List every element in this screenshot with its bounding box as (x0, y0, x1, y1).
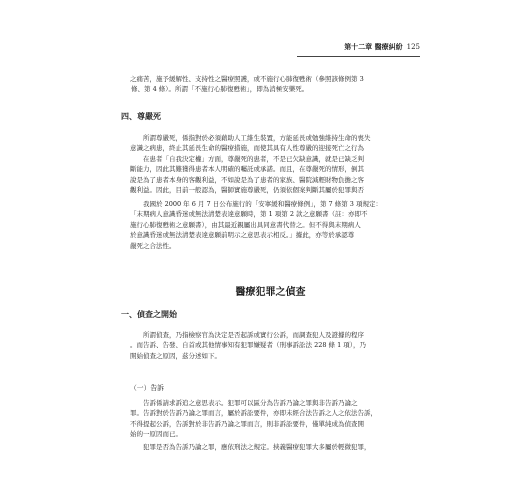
text-line: 始的一原因而已。 (130, 430, 182, 439)
section-title: 醫療犯罪之偵查 (235, 287, 306, 298)
header-rule (297, 56, 420, 57)
paragraph-investigation-definition (130, 330, 420, 361)
text-line: 於意識昏迷或無法清楚表達意願前明示之意思表示相反。」據此，亦等於承認尊 (130, 231, 355, 240)
text-line: 斷能力，因此其難獲得患者本人明確的囑託或承諾。而且，在尊嚴死的情形，倒其 (130, 165, 364, 174)
paragraph-palliative-care (130, 74, 420, 95)
chapter-title: 第十二章 醫療糾紛 (344, 42, 403, 51)
text-line: 條、第 4 條）。所謂「不施行心肺復甦術」，即為消極安樂死。 (131, 85, 309, 94)
text-line: 。而告訴、告發、自首或其他情事知有犯罪嫌疑者（刑事訴訟法 228 條 1 項），乃 (130, 341, 367, 350)
text-line: 罪。告訴對於告訴乃論之罪而言，屬於訴訟要件，亦即未經合法告訴之人之依法告訴， (130, 409, 377, 418)
text-line: 「末期病人意識昏迷或無法清楚表達意願時，第 1 項第 2 款之意願書（註：亦即不 (130, 210, 368, 219)
running-header (300, 42, 420, 52)
text-line: 我國於 2000 年 6 月 7 日公布施行的「安寧緩和醫療條例」，第 7 條第 3 項規定： (143, 200, 382, 208)
text-line: 施行心肺復甦術之意願書），由其最近親屬出具同意書代替之。但不得與末期病人 (130, 220, 361, 229)
paragraph-complaint (130, 398, 420, 440)
text-line: 開始偵查之原因，茲分述如下。 (130, 351, 221, 360)
text-line: 不得提起公訴，告訴對於非告訴乃論之罪而言，則非訴訟要件，僅單純成為偵查開 (130, 419, 364, 428)
text-line: 觀利益。因此，目前一般認為，醫師實施尊嚴死，仍須依個案判斷其屬於犯罪與否 (130, 186, 364, 195)
heading-dignified-death: 四、尊嚴死 (121, 111, 161, 121)
text-line: 所謂尊嚴死，係指對於必須藉助人工維生裝置，方能延長或勉強維持生命的喪失 (143, 134, 371, 142)
text-line: 告訴係請求訴追之意思表示。犯罪可以區分為告訴乃論之罪與非告訴乃論之 (143, 399, 358, 407)
subheading-complaint: （一）告訴 (130, 384, 164, 392)
paragraph-complaint-offense (130, 442, 420, 452)
text-line: 所謂偵查，乃指檢察官為決定是否起訴或實行公訴，而調查犯人及證據的程序 (143, 331, 364, 339)
text-line: 之痛苦，施予緩解性、支持性之醫療照護，或不施行心肺復甦術（參照該條例第 3 (130, 75, 364, 83)
text-line: 嚴死之合法性。 (130, 241, 176, 250)
text-line: 說是為了患者本身的客觀利益，不如說是為了患者的家族、醫院減輕財物負擔之客 (130, 175, 364, 184)
text-line: 意識之病患，終止其延長生命的醫療措施，而使其具有人性尊嚴的迎接死亡之行為 (130, 144, 364, 153)
text-line: 犯罪是否為告訴乃論之罪，應依刑法之規定。挾義醫療犯罪大多屬於輕微犯罪， (143, 443, 371, 451)
text-line: 在患者「自我決定權」方面，尊嚴死的患者，不是已欠缺意識，就是已缺乏判 (143, 154, 364, 163)
paragraph-dignified-death-definition (130, 133, 420, 195)
page-number: 125 (406, 43, 420, 51)
heading-investigation-start: 一、偵查之開始 (121, 309, 177, 319)
paragraph-hospice-act (130, 199, 420, 251)
